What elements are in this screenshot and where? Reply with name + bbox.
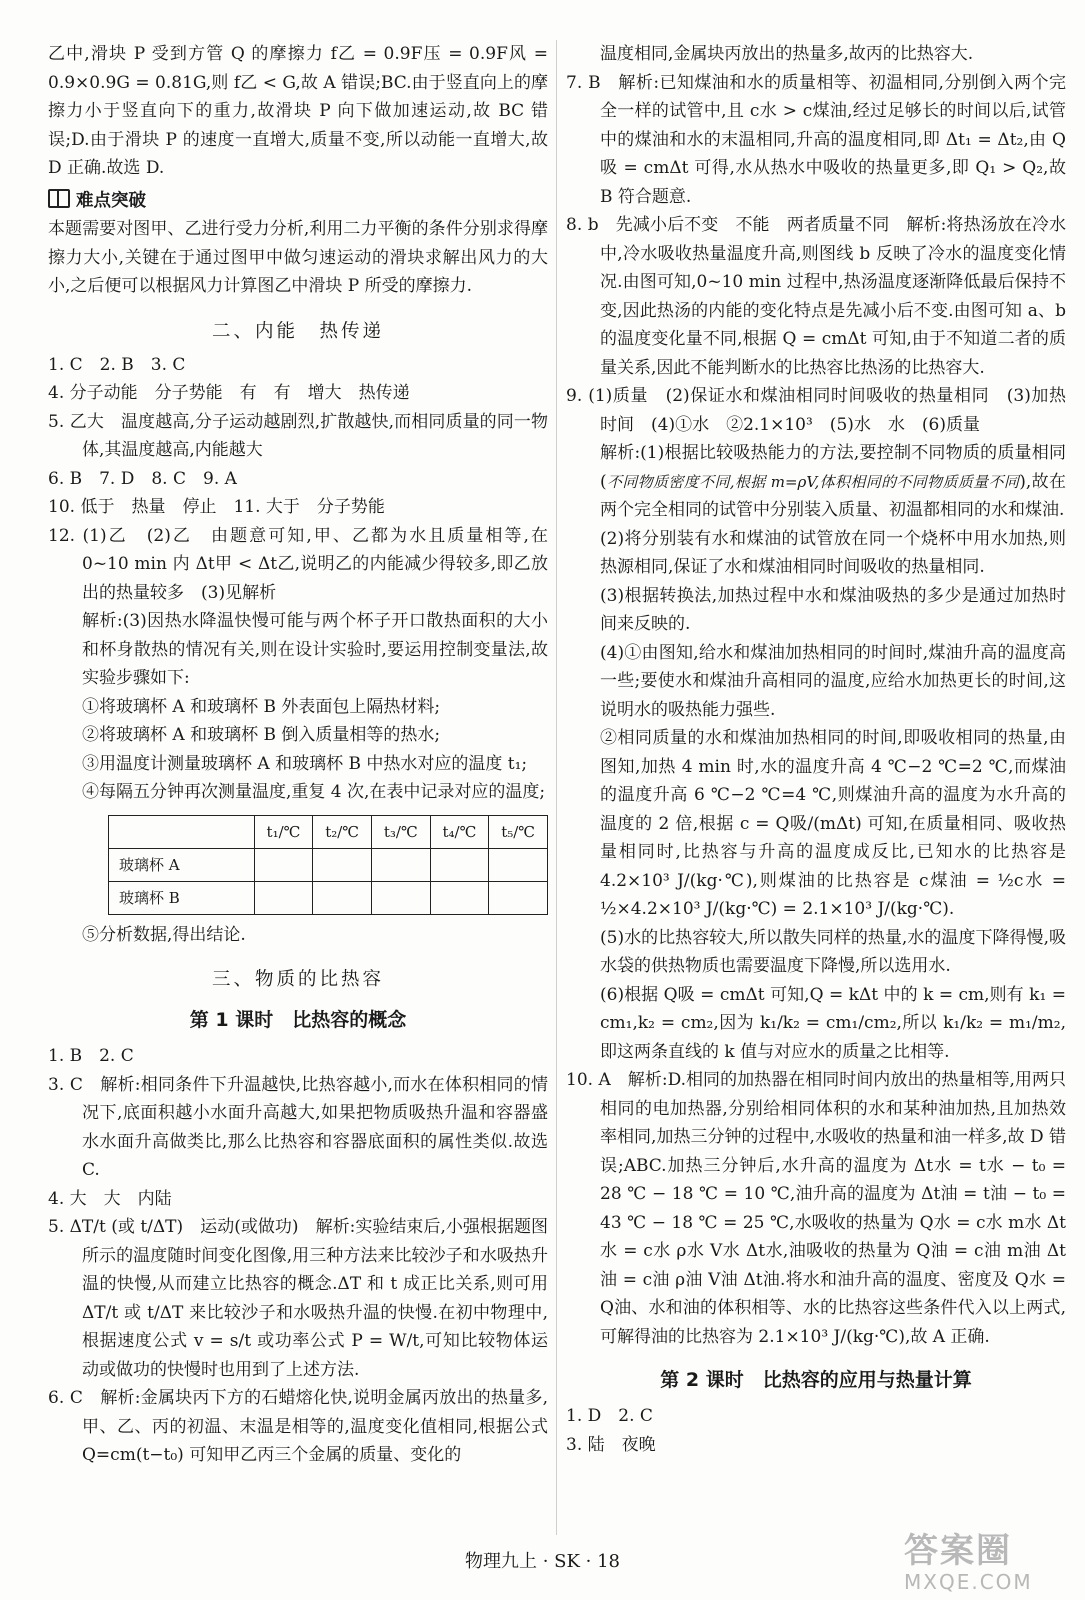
watermark-url: MXQE.COM: [904, 1570, 1033, 1594]
record-table: [108, 815, 548, 915]
analysis-text: 解析:(3)因热水降温快慢可能与两个杯子开口散热面积的大小和杯身散热的情况有关,则在设计实验时,要运用控制变量法,故实验步骤如下:: [82, 611, 548, 688]
table-header-cell: [109, 815, 255, 848]
analysis-text: ②相同质量的水和煤油加热相同的时间,即吸收相同的热量,由图知,加热 4 min 时,水的温度升高 4 ℃−2 ℃=2 ℃,而煤油的温度升高 6 ℃−2 ℃=4 ℃,则煤油升高的温度为水升高的温度的 2 倍,根据 c = Q吸/(mΔt) 可知,在质量相同、吸收热量相同时,比热容与升高的温度成反比,已知水的比热容是 4.2×10³ J/(kg·℃),则煤油的比热容是 c煤油 = ½c水 = ½×4.2×10³ J/(kg·℃) = 2.1×10³ J/(kg·℃).: [600, 728, 1066, 919]
answer-item: 1. D 2. C: [566, 1406, 653, 1426]
answer-item: 10. 低于 热量 停止 11. 大于 分子势能: [48, 497, 385, 517]
table-cell: [371, 848, 430, 881]
lesson-title-2: 第 2 课时 比热容的应用与热量计算: [660, 1369, 972, 1391]
analysis-note: 不同物质密度不同,根据 m=ρV,体积相同的不同物质质量不同: [606, 472, 1020, 491]
section-title-3: 三、物质的比热容: [211, 969, 384, 990]
table-cell: [430, 848, 489, 881]
table-row: [109, 881, 548, 914]
answer-item: 4. 分子动能 分子势能 有 有 增大 热传递: [48, 383, 410, 403]
answer-item: 7. B 解析:已知煤油和水的质量相等、初温相同,分别倒入两个完全一样的试管中,且 c水 > c煤油,经过足够长的时间以后,试管中的煤油和水的末温相同,升高的温度相同,即 Δt₁ = Δt₂,由 Q吸 = cmΔt 可得,水从热水中吸收的热量更多,即 Q₁ > Q₂,故 B 符合题意.: [566, 72, 1066, 207]
watermark-title: 答案圈: [904, 1531, 1012, 1571]
analysis-part: ),故在两个完全相同的试管中分别装入质量、初温都相同的水和煤油.: [600, 471, 1066, 520]
table-header-cell: t₂/℃: [313, 815, 372, 848]
table-header-cell: t₅/℃: [489, 815, 548, 848]
analysis-part: 解析:(1)根据比较吸热能力的方法,要控制不同物质的质量相同(: [600, 443, 1066, 492]
table-header-cell: t₁/℃: [254, 815, 313, 848]
section-title-2: 二、内能 热传递: [211, 320, 384, 342]
table-header-cell: t₄/℃: [430, 815, 489, 848]
table-cell: [430, 881, 489, 914]
difficulty-title: 难点突破: [76, 190, 146, 211]
difficulty-heading: [48, 187, 548, 216]
lesson-title-1: 第 1 课时 比热容的概念: [189, 1009, 407, 1031]
table-header-row: [109, 815, 548, 848]
answer-item: 1. B 2. C: [48, 1046, 134, 1066]
difficulty-text: 本题需要对图甲、乙进行受力分析,利用二力平衡的条件分别求得摩擦力大小,关键在于通过图甲中做匀速运动的滑块求解出风力的大小,之后便可以根据风力计算图乙中滑块 P 所受的摩擦力.: [48, 219, 548, 296]
answer-item: 6. B 7. D 8. C 9. A: [48, 468, 237, 489]
answer-item: 4. 大 大 内陆: [48, 1188, 172, 1209]
step-text: ④每隔五分钟再次测量温度,重复 4 次,在表中记录对应的温度;: [82, 782, 546, 802]
answer-item: 12. (1)乙 (2)乙 由题意可知,甲、乙都为水且质量相等,在 0~10 min 内 Δt甲 < Δt乙,说明乙的内能减少得较多,即乙放出的热量较多 (3)见解析: [48, 525, 548, 603]
answer-item: 3. C 解析:相同条件下升温越快,比热容越小,而水在体积相同的情况下,底面积越小水面升高越大,如果把物质吸热升温和容器盛水水面升高做类比,那么比热容和容器底面积的属性类似.故选 C.: [48, 1074, 548, 1180]
step-text: ②将玻璃杯 A 和玻璃杯 B 倒入质量相等的热水;: [82, 725, 441, 745]
answer-item: 1. C 2. B 3. C: [48, 354, 186, 375]
answer-item: 5. ΔT/t (或 t/ΔT) 运动(或做功) 解析:实验结束后,小强根据题图所示的温度随时间变化图像,用三种方法来比较沙子和水吸热升温的快慢,从而建立比热容的概念.ΔT 和 t 成正比关系,则可用 ΔT/t 或 t/ΔT 来比较沙子和水吸热升温的快慢.在初中物理中,根据速度公式 v = s/t 或功率公式 P = W/t,可知比较物体运动或做功的快慢时也用到了上述方法.: [48, 1217, 548, 1380]
step-text: ⑤分析数据,得出结论.: [82, 924, 246, 945]
right-column: [566, 40, 1066, 1459]
table-cell: [254, 848, 313, 881]
table-cell: [489, 848, 548, 881]
analysis-text: (3)根据转换法,加热过程中水和煤油吸热的多少是通过加热时间来反映的.: [600, 585, 1066, 634]
answer-item: 8. b 先减小后不变 不能 两者质量不同 解析:将热汤放在冷水中,冷水吸收热量温度升高,则图线 b 反映了冷水的温度变化情况.由图可知,0~10 min 过程中,热汤温度逐渐降低最后保持不变,因此热汤的内能的变化特点是先减小后不变.由图可知 a、b 的温度变化量不同,根据 Q = cmΔt 可知,由于不知道二者的质量关系,因此不能判断水的比热容比热汤的比热容大.: [566, 215, 1066, 378]
table-cell: [489, 881, 548, 914]
analysis-text: (6)根据 Q吸 = cmΔt 可知,Q = kΔt 中的 k = cm,则有 k₁ = cm₁,k₂ = cm₂,因为 k₁/k₂ = cm₁/cm₂,所以 k₁/k₂ = m₁/m₂,即这两条直线的 k 值与对应水的质量之比相等.: [600, 984, 1066, 1062]
column-divider: [556, 40, 557, 1535]
table-cell: [254, 881, 313, 914]
table-row: [109, 848, 548, 881]
watermark-logo: [904, 1523, 1033, 1594]
answer-item: 9. (1)质量 (2)保证水和煤油相同时间吸收的热量相同 (3)加热时间 (4)①水 ②2.1×10³ (5)水 水 (6)质量: [566, 386, 1066, 435]
step-text: ①将玻璃杯 A 和玻璃杯 B 外表面包上隔热材料;: [82, 696, 441, 717]
table-cell: [313, 848, 372, 881]
table-cell: [313, 881, 372, 914]
book-icon: [48, 189, 70, 208]
answer-item: 6. C 解析:金属块丙下方的石蜡熔化快,说明金属丙放出的热量多,甲、乙、丙的初温、末温是相等的,温度变化值相同,根据公式 Q=cm(t−t₀) 可知甲乙丙三个金属的质量、变化的: [48, 1388, 548, 1465]
step-text: ③用温度计测量玻璃杯 A 和玻璃杯 B 中热水对应的温度 t₁;: [82, 753, 528, 774]
answer-item: 10. A 解析:D.相同的加热器在相同时间内放出的热量相等,用两只相同的电加热器,分别给相同体积的水和某种油加热,且加热效率相同,加热三分钟的过程中,水吸收的热量和油一样多,故 D 错误;ABC.加热三分钟后,水升高的温度为 Δt水 = t水 − t₀ = 28 ℃ − 18 ℃ = 10 ℃,油升高的温度为 Δt油 = t油 − t₀ = 43 ℃ − 18 ℃ = 25 ℃,水吸收的热量为 Q水 = c水 m水 Δt水 = c水 ρ水 V水 Δt水,油吸收的热量为 Q油 = c油 m油 Δt油 = c油 ρ油 V油 Δt油.将水和油升高的温度、密度及 Q水 = Q油、水和油的体积相等、水的比热容这些条件代入以上两式,可解得油的比热容为 2.1×10³ J/(kg·℃),故 A 正确.: [566, 1070, 1066, 1347]
left-column: [48, 40, 548, 1470]
row-label: 玻璃杯 B: [109, 881, 255, 914]
analysis-text: [566, 439, 1066, 525]
table-header-cell: t₃/℃: [371, 815, 430, 848]
analysis-text: (2)将分别装有水和煤油的试管放在同一个烧杯中用水加热,则热源相同,保证了水和煤油相同时间吸收的热量相同.: [600, 528, 1066, 577]
analysis-text: (4)①由图知,给水和煤油加热相同的时间时,煤油升高的温度高一些;要使水和煤油升高相同的温度,应给水加热更长的时间,这说明水的吸热能力强些.: [600, 642, 1066, 720]
page-footer: 物理九上 · SK · 18: [464, 1551, 620, 1572]
continued-text: 温度相同,金属块丙放出的热量多,故丙的比热容大.: [600, 44, 974, 64]
answer-item: 3. 陆 夜晚: [566, 1434, 656, 1455]
answer-item: 5. 乙大 温度越高,分子运动越剧烈,扩散越快,而相同质量的同一物体,其温度越高,内能越大: [48, 411, 548, 460]
row-label: 玻璃杯 A: [109, 848, 255, 881]
intro-paragraph: 乙中,滑块 P 受到方管 Q 的摩擦力 f乙 = 0.9F压 = 0.9F风 = 0.9×0.9G = 0.81G,则 f乙 < G,故 A 错误;BC.由于竖直向上的摩擦力小于竖直向下的重力,故滑块 P 向下做加速运动,故 BC 错误;D.由于滑块 P 的速度一直增大,质量不变,所以动能一直增大,故 D 正确.故选 D.: [48, 44, 548, 178]
table-cell: [371, 881, 430, 914]
analysis-text: (5)水的比热容较大,所以散失同样的热量,水的温度下降得慢,吸水袋的供热物质也需要温度下降慢,所以选用水.: [600, 927, 1066, 976]
